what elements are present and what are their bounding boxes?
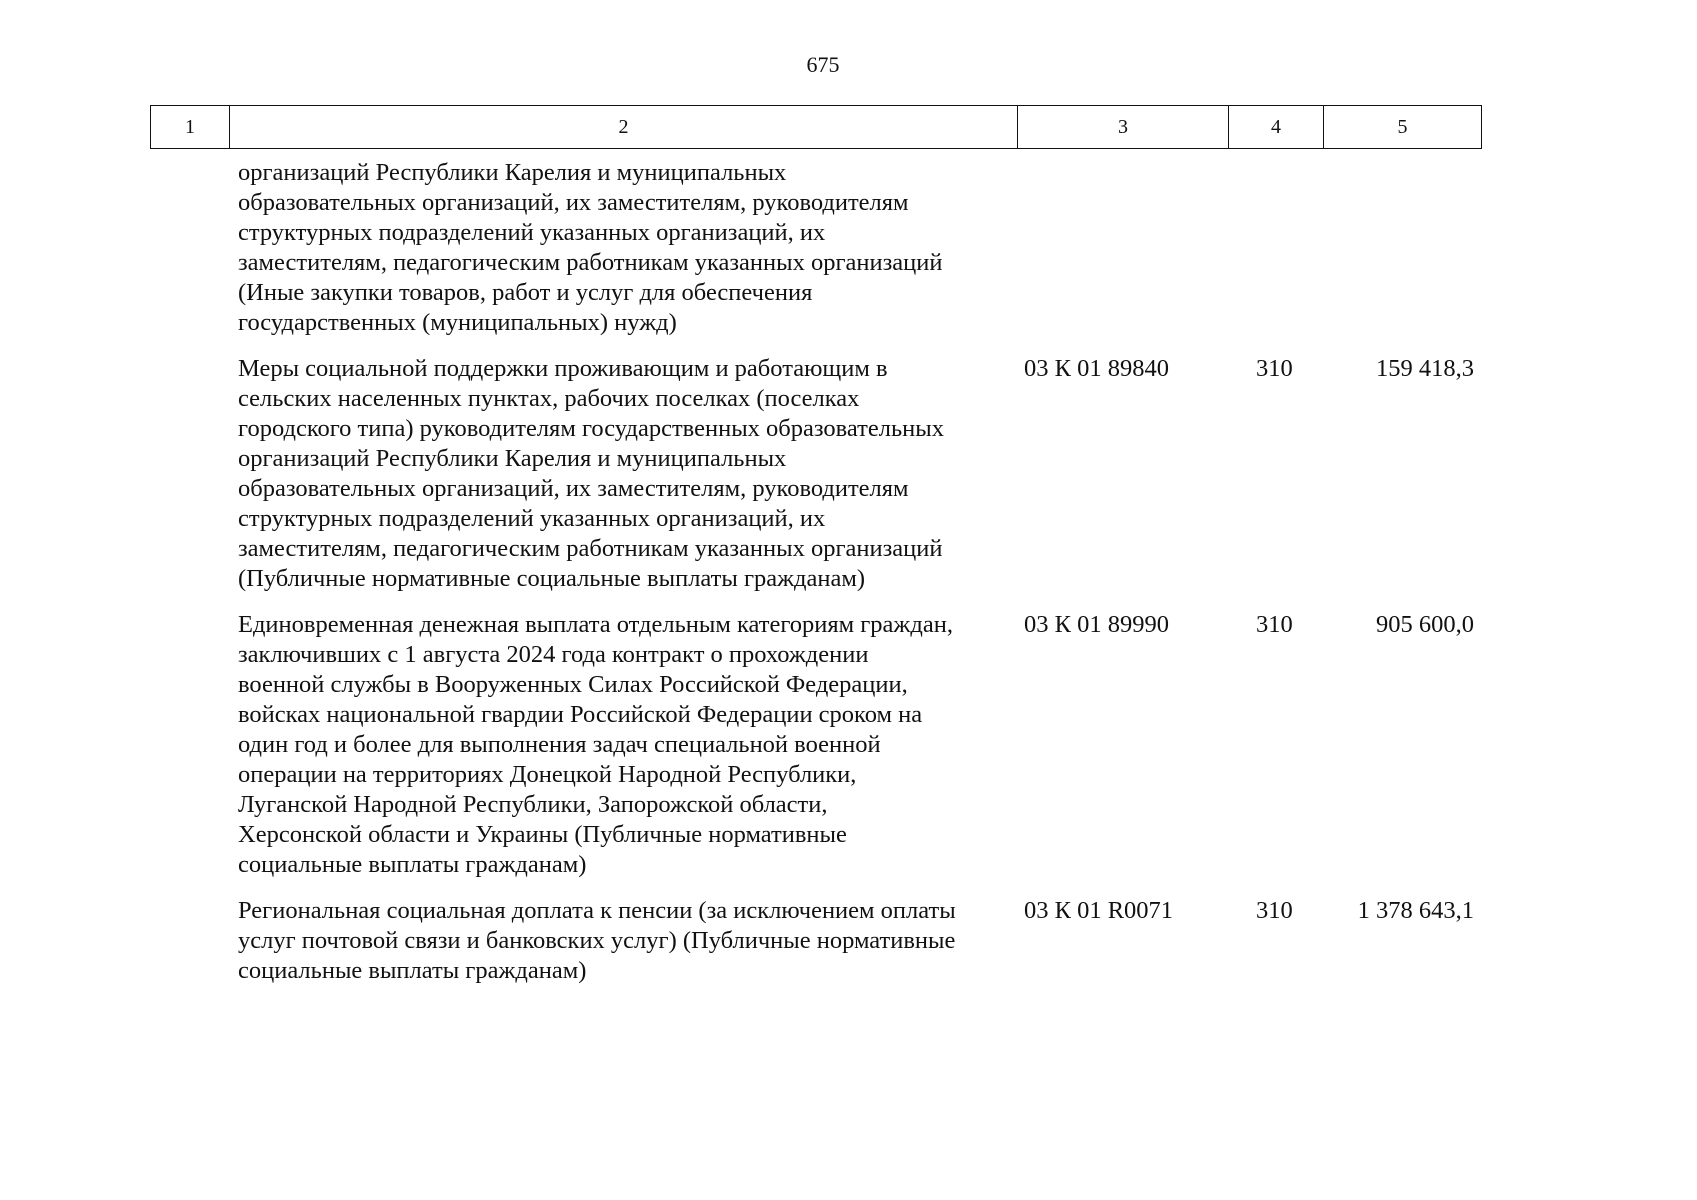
row-description: Единовременная денежная выплата отдельным категориям граждан, заключивших с 1 августа 2024 года контракт о прохождении военной службы в Вооруженных Силах Российской Федерации, войсках национальной гвардии Российской Федерации сроком на один год и более для выполнения задач специальной военной операции на территориях Донецкой Народной Республики, Луганской Народной Республики, Запорожской области, Херсонской области и Украины (Публичные нормативные социальные выплаты гражданам) [238,611,953,878]
page-number: 675 [806,52,840,77]
table-row [238,896,1478,986]
table-row [238,354,1478,594]
row-code: 03 К 01 R0071 [1024,897,1174,924]
row-sum: 1 378 643,1 [1357,897,1474,924]
header-cell-2: 2 [230,106,1018,148]
table-header [150,105,1482,149]
table-body [238,158,1478,1002]
header-cell-1: 1 [151,106,230,148]
header-cell-4: 4 [1229,106,1324,148]
header-cell-5: 5 [1397,115,1408,138]
row-description: Региональная социальная доплата к пенсии (за исключением оплаты услуг почтовой связи и банковских услуг) (Публичные нормативные социальные выплаты гражданам) [238,897,956,984]
row-description: организаций Республики Карелия и муниципальных образовательных организаций, их заместителям, руководителям структурных подразделений указанных организаций, их заместителям, педагогическим работникам указанных организаций (Иные закупки товаров, работ и услуг для обеспечения государственных (муниципальных) нужд) [238,159,943,336]
row-code: 03 К 01 89990 [1024,611,1169,638]
table-row [238,158,1478,338]
row-sum: 159 418,3 [1376,355,1474,382]
row-code: 03 К 01 89840 [1024,355,1169,382]
table-row [238,610,1478,880]
row-expense-type: 310 [1256,611,1293,638]
row-description: Меры социальной поддержки проживающим и работающим в сельских населенных пунктах, рабочих поселках (поселках городского типа) руководителям государственных образовательных организаций Республики Карелия и муниципальных образовательных организаций, их заместителям, руководителям структурных подразделений указанных организаций, их заместителям, педагогическим работникам указанных организаций (Публичные нормативные социальные выплаты гражданам) [238,355,944,592]
row-expense-type: 310 [1256,355,1293,382]
row-expense-type: 310 [1256,897,1293,924]
row-sum: 905 600,0 [1376,611,1474,638]
header-cell-3: 3 [1018,106,1229,148]
